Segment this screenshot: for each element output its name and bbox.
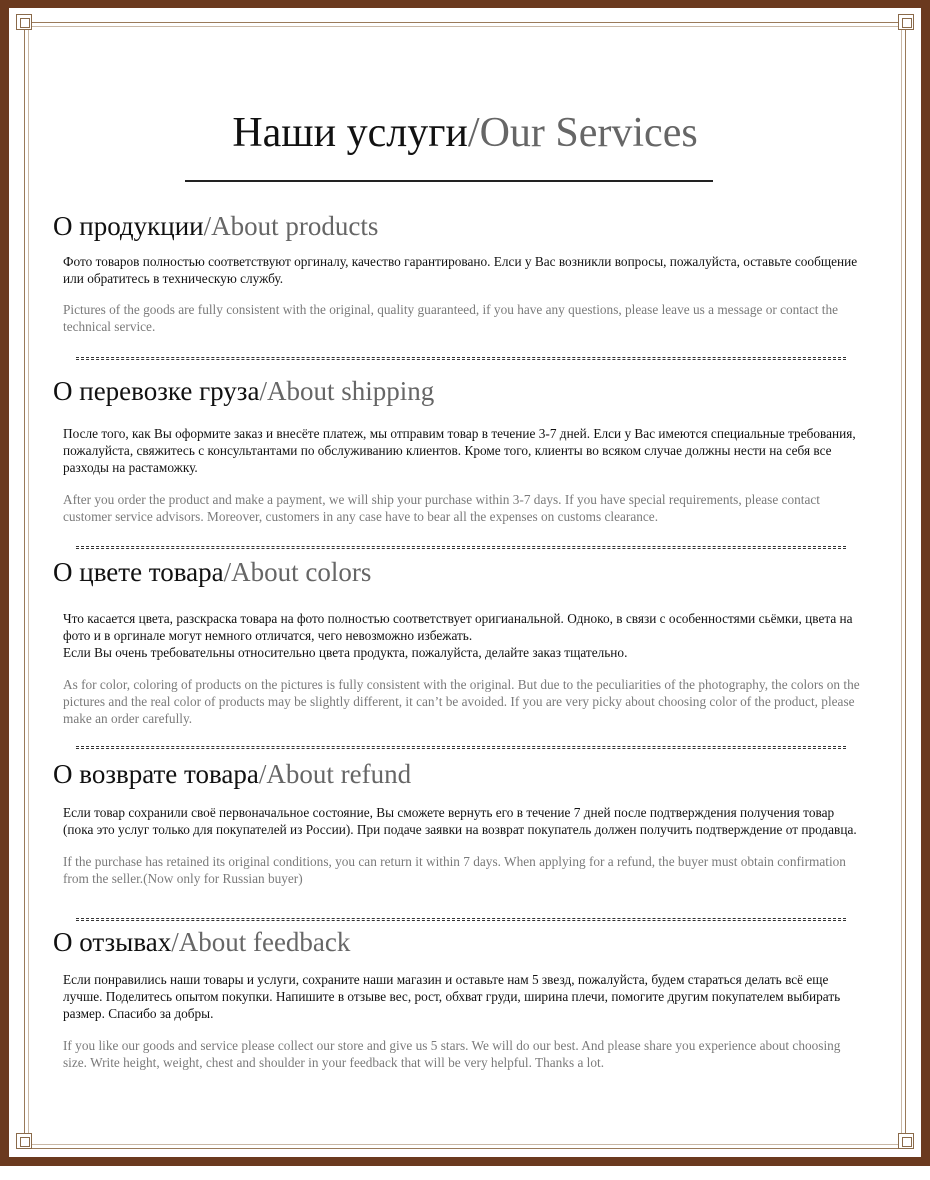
section-divider xyxy=(76,918,846,919)
section-text-en: If the purchase has retained its original conditions, you can return it within 7 days. When applying for a refund, the buyer must obtain confirmation from the seller.(Now only for Russian buyer) xyxy=(63,854,846,886)
section-divider xyxy=(76,746,846,747)
heading-ru: О возврате товара xyxy=(53,759,259,789)
heading-en: /About feedback xyxy=(171,927,351,957)
section-text-ru-2: Если Вы очень требовательны относительно цвета продукта, пожалуйста, делайте заказ тщательно. xyxy=(63,645,628,660)
section-text-en: If you like our goods and service please collect our store and give us 5 stars. We will do our best. And please share you experience about choosing size. Write height, weight, chest and shoulder in your feedback that will be very helpful. Thanks a lot. xyxy=(63,1038,841,1070)
heading-en: /About shipping xyxy=(259,376,435,406)
section-heading xyxy=(53,375,873,407)
bottom-strip xyxy=(0,1166,930,1180)
section-divider xyxy=(76,357,846,358)
heading-ru: О отзывах xyxy=(53,927,172,957)
title-underline xyxy=(185,180,713,182)
corner-ornament-icon xyxy=(16,1133,32,1149)
heading-en: /About refund xyxy=(258,759,412,789)
section-text-en: Pictures of the goods are fully consistent with the original, quality guaranteed, if you have any questions, please leave us a message or contact the technical service. xyxy=(63,302,839,334)
page-title xyxy=(0,108,930,158)
heading-ru: О продукции xyxy=(53,211,204,241)
section-colors xyxy=(53,556,873,727)
section-heading xyxy=(53,210,873,242)
title-ru: Наши услуги xyxy=(232,110,468,156)
section-divider xyxy=(76,546,846,547)
section-text-ru: Что касается цвета, разскраска товара на фото полностью соответствует оригианальной. Одноко, в связи с особенностями сьёмки, цвета на фото и в оргинале могут немного отличатся, чего невозможно избежать. xyxy=(63,611,853,643)
section-heading xyxy=(53,926,873,958)
section-heading xyxy=(53,758,873,790)
section-text-ru: После того, как Вы оформите заказ и внесёте платеж, мы отправим товар в течение 3-7 дней. Елси у Вас имеются специальные требования, пожалуйста, свяжитесь с консультантами по обслуживанию клиентов. Кроме того, клиенты во всяком случае должны нести на себя все разходы на растаможку. xyxy=(63,426,856,475)
section-text-ru: Фото товаров полностью соответствуют оргиналу, качество гарантировано. Елси у Вас возникли вопросы, пожалуйста, оставьте сообщение или обратитесь в техническую службу. xyxy=(63,254,858,286)
title-en: Our Services xyxy=(479,110,698,156)
heading-ru: О цвете товара xyxy=(53,557,224,587)
corner-ornament-icon xyxy=(898,14,914,30)
heading-en: /About products xyxy=(203,211,379,241)
corner-ornament-icon xyxy=(16,14,32,30)
section-text-ru: Если товар сохранили своё первоначальное состояние, Вы сможете вернуть его в течение 7 дней после подтверждения получения товар (пока это услуг только для покупателей из России). При подаче заявки на возврат покупатель должен получить подтверждение от продавца. xyxy=(63,805,857,837)
section-feedback xyxy=(53,926,873,1071)
section-heading xyxy=(53,556,873,588)
title-sep: / xyxy=(467,110,480,156)
section-text-en: As for color, coloring of products on the pictures is fully consistent with the original. But due to the peculiarities of the photography, the colors on the pictures and the real color of products may be slightly different, it can’t be avoided. If you are very picky about choosing color of the product, please make an order carefully. xyxy=(63,677,860,726)
corner-ornament-icon xyxy=(898,1133,914,1149)
heading-ru: О перевозке груза xyxy=(53,376,260,406)
section-refund xyxy=(53,758,873,887)
section-text-en: After you order the product and make a payment, we will ship your purchase within 3-7 days. If you have special requirements, please contact customer service advisors. Moreover, customers in any case have to bear all the expenses on customs clearance. xyxy=(63,492,820,524)
heading-en: /About colors xyxy=(223,557,372,587)
section-shipping xyxy=(53,375,873,525)
section-text-ru: Если понравились наши товары и услуги, сохраните наши магазин и оставьте нам 5 звезд, пожалуйста, будем стараться делать всё еще лучше. Поделитесь опытом покупки. Напишите в отзыве вес, рост, обхват груди, ширина плечи, помогите другим покупателем выбирать размер. Спасибо за добры. xyxy=(63,972,841,1021)
section-products xyxy=(53,210,873,335)
